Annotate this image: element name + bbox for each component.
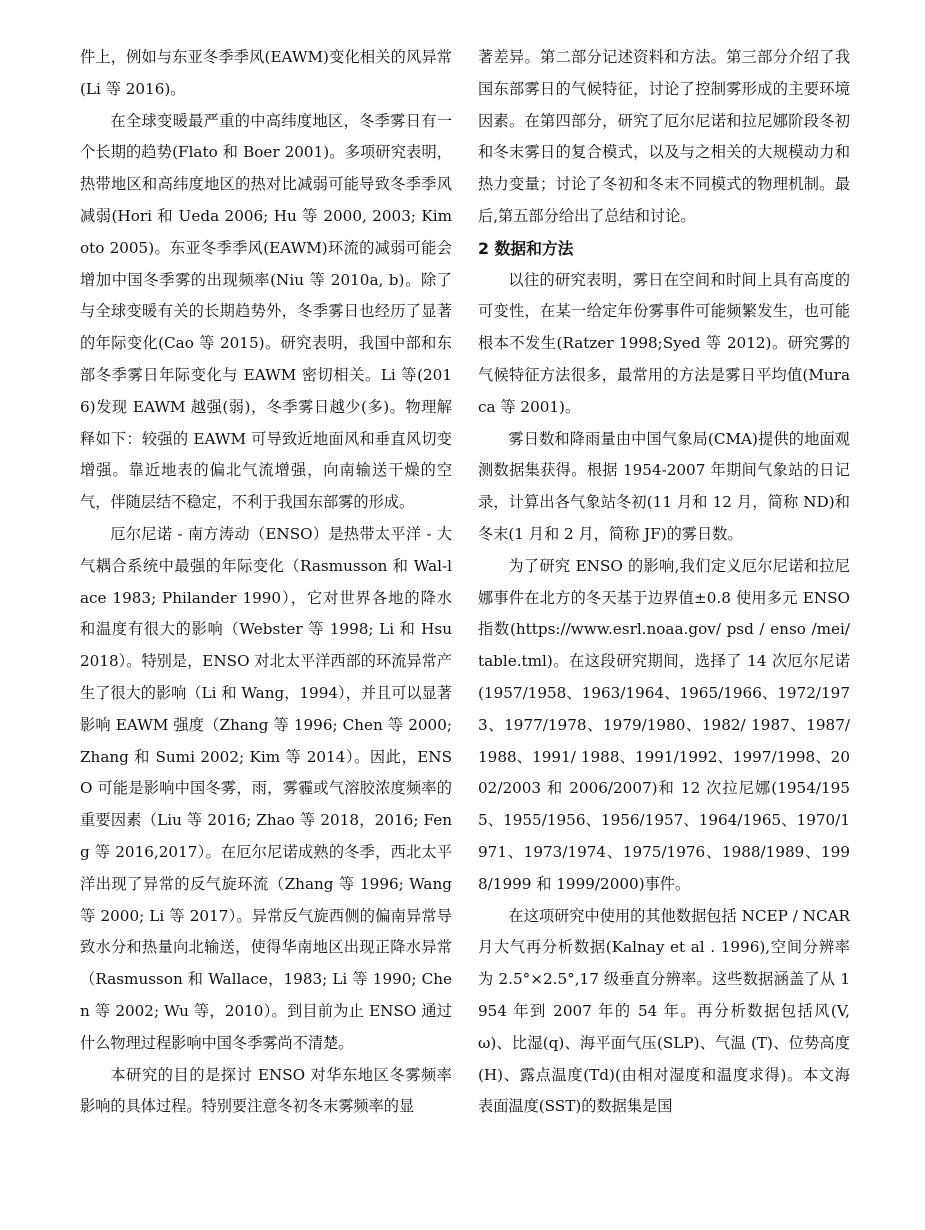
paragraph-enso-events: 为了研究 ENSO 的影响,我们定义厄尔尼诺和拉尼娜事件在北方的冬天基于边界值±0.8 使用多元 ENSO 指数(https://www.esrl.noaa.gov/ psd / enso /mei/ table.tml)。在这段研究期间，选择了 14 次厄尔尼诺(1957/1958、1963/1964、1965/1966、1972/1973、1977/1978、1979/1980、1982/ 1987、1987/1988、1991/ 1988、1991/1992、1997/1998、2002/2003 和 2006/2007)和 12 次拉尼娜(1954/1955、1955/1956、1956/1957、1964/1965、1970/1971、1973/1974、1975/1976、1988/1989、1998/1999 和 1999/2000)事件。 bbox=[478, 556, 850, 893]
paragraph-global-warming: 在全球变暖最严重的中高纬度地区，冬季雾日有一个长期的趋势(Flato 和 Boer 2001)。多项研究表明，热带地区和高纬度地区的热对比减弱可能导致冬季季风减弱(Hori 和 Ueda 2006; Hu 等 2000, 2003; Kimoto 2005)。东亚冬季季风(EAWM)环流的减弱可能会增加中国冬季雾的出现频率(Niu 等 2010a, b)。除了与全球变暖有关的长期趋势外，冬季雾日也经历了显著的年际变化(Cao 等 2015)。研究表明，我国中部和东部冬季雾日年际变化与 EAWM 密切相关。Li 等(2016)发现 EAWM 越强(弱)，冬季雾日越少(多)。物理解释如下：较强的 EAWM 可导致近地面风和垂直风切变增强。靠近地表的偏北气流增强，向南输送干燥的空气，伴随层结不稳定，不利于我国东部雾的形成。 bbox=[80, 111, 452, 512]
paragraph-enso: 厄尔尼诺 - 南方涛动（ENSO）是热带太平洋 - 大气耦合系统中最强的年际变化（Rasmusson 和 Wal-lace 1983; Philander 1990），它对世界各地的降水和温度有很大的影响（Webster 等 1998; Li 和 Hsu 2018）。特别是，ENSO 对北太平洋西部的环流异常产生了很大的影响（Li 和 Wang，1994），并且可以显著影响 EAWM 强度（Zhang 等 1996; Chen 等 2000; Zhang 和 Sumi 2002; Kim 等 2014）。因此，ENSO 可能是影响中国冬雾，雨，雾霾或气溶胶浓度频率的重要因素（Liu 等 2016; Zhao 等 2018，2016; Feng 等 2016,2017）。在厄尔尼诺成熟的冬季，西北太平洋出现了异常的反气旋环流（Zhang 等 1996; Wang 等 2000; Li 等 2017）。异常反气旋西侧的偏南异常导致水分和热量向北输送，使得华南地区出现正降水异常（Rasmusson 和 Wallace，1983; Li 等 1990; Chen 等 2002; Wu 等，2010）。到目前为止 ENSO 通过什么物理过程影响中国冬季雾尚不清楚。 bbox=[80, 524, 452, 1052]
paragraph-reanalysis-data: 在这项研究中使用的其他数据包括 NCEP / NCAR 月大气再分析数据(Kalnay et al . 1996),空间分辨率为 2.5°×2.5°,17 级垂直分辨率。这些数据涵盖了从 1954 年到 2007 年的 54 年。再分析数据包括风(V,ω)、比湿(q)、海平面气压(SLP)、气温 (T)、位势高度(H)、露点温度(Td)(由相对湿度和温度求得)。本文海表面温度(SST)的数据集是国 bbox=[478, 906, 850, 1116]
right-column bbox=[478, 42, 850, 1123]
paragraph-previous-studies: 以往的研究表明，雾日在空间和时间上具有高度的可变性，在某一给定年份雾事件可能频繁发生，也可能根本不发生(Ratzer 1998;Syed 等 2012)。研究雾的气候特征方法很多，最常用的方法是雾日平均值(Muraca 等 2001)。 bbox=[478, 270, 850, 416]
left-column bbox=[80, 42, 452, 1123]
paragraph-continuation: 件上，例如与东亚冬季季风(EAWM)变化相关的风异常(Li 等 2016)。 bbox=[80, 48, 452, 98]
paragraph-outline: 著差异。第二部分记述资料和方法。第三部分介绍了我国东部雾日的气候特征，讨论了控制雾形成的主要环境因素。在第四部分，研究了厄尔尼诺和拉尼娜阶段冬初和冬末雾日的复合模式，以及与之相关的大规模动力和热力变量；讨论了冬初和冬末不同模式的物理机制。最后,第五部分给出了总结和讨论。 bbox=[478, 48, 850, 225]
section-heading-data-methods: 2 数据和方法 bbox=[478, 238, 574, 258]
paragraph-purpose: 本研究的目的是探讨 ENSO 对华东地区冬雾频率影响的具体过程。特别要注意冬初冬末雾频率的显 bbox=[80, 1065, 452, 1116]
paragraph-fog-data: 雾日数和降雨量由中国气象局(CMA)提供的地面观测数据集获得。根据 1954-2007 年期间气象站的日记录，计算出各气象站冬初(11 月和 12 月，简称 ND)和冬末(1 月和 2 月，简称 JF)的雾日数。 bbox=[478, 429, 850, 543]
